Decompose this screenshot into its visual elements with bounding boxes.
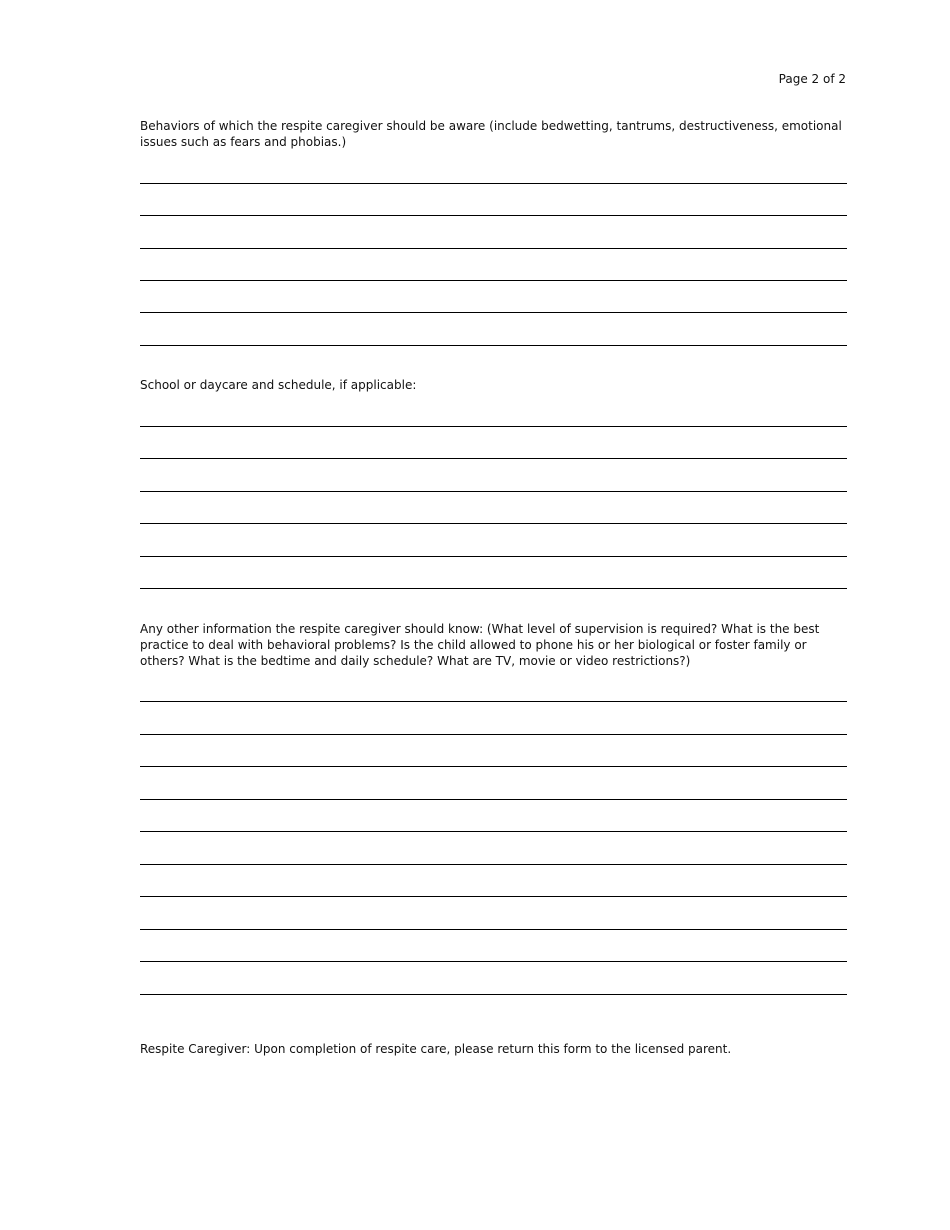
answer-line[interactable]	[140, 215, 847, 216]
behaviors-prompt: Behaviors of which the respite caregiver should be aware (include bedwetting, tantrums, destructiveness, emotional issues such as fears and phobias.)	[140, 119, 842, 149]
answer-line[interactable]	[140, 588, 847, 589]
answer-line[interactable]	[140, 799, 847, 800]
other-info-prompt: Any other information the respite caregiver should know: (What level of supervision is required? What is the best practice to deal with behavioral problems? Is the child allowed to phone his or her biological or foster family or others? What is the bedtime and daily schedule? What are TV, movie or video restrictions?)	[140, 622, 820, 668]
answer-line[interactable]	[140, 426, 847, 427]
answer-line[interactable]	[140, 896, 847, 897]
answer-line[interactable]	[140, 183, 847, 184]
return-instructions: Respite Caregiver: Upon completion of respite care, please return this form to the licensed parent.	[140, 1042, 732, 1056]
answer-line[interactable]	[140, 345, 847, 346]
page-number: Page 2 of 2	[778, 72, 846, 86]
school-schedule-prompt: School or daycare and schedule, if applicable:	[140, 378, 417, 392]
answer-line[interactable]	[140, 248, 847, 249]
answer-line[interactable]	[140, 864, 847, 865]
answer-line[interactable]	[140, 994, 847, 995]
answer-line[interactable]	[140, 701, 847, 702]
answer-line[interactable]	[140, 734, 847, 735]
answer-line[interactable]	[140, 929, 847, 930]
answer-line[interactable]	[140, 766, 847, 767]
answer-line[interactable]	[140, 491, 847, 492]
answer-line[interactable]	[140, 831, 847, 832]
answer-line[interactable]	[140, 556, 847, 557]
answer-line[interactable]	[140, 312, 847, 313]
answer-line[interactable]	[140, 523, 847, 524]
answer-line[interactable]	[140, 280, 847, 281]
answer-line[interactable]	[140, 458, 847, 459]
answer-line[interactable]	[140, 961, 847, 962]
